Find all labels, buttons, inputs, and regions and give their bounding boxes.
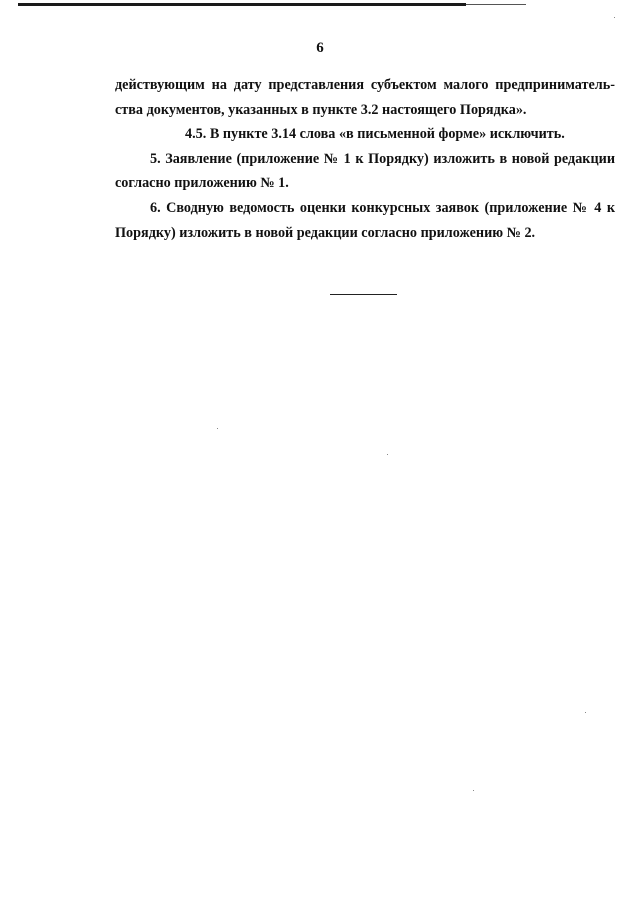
end-of-text-line	[330, 294, 397, 295]
scan-speck	[387, 454, 388, 455]
page-number: 6	[316, 40, 324, 56]
text-line: 6. Сводную ведомость оценки конкурсных заявок (приложение № 4 к	[150, 199, 615, 216]
text-line: действующим на дату представления субъектом малого предприниматель-	[115, 77, 615, 93]
top-border-line	[18, 3, 466, 6]
scan-speck	[217, 428, 218, 429]
document-body	[115, 73, 615, 245]
text-line: согласно приложению № 1.	[115, 175, 289, 192]
paragraph-item-4-5	[115, 122, 615, 147]
paragraph-item-5	[115, 147, 615, 196]
scan-speck	[473, 790, 474, 791]
text-line: ства документов, указанных в пункте 3.2 настоящего Порядка».	[115, 101, 527, 118]
text-line: 4.5. В пункте 3.14 слова «в письменной форме» исключить.	[185, 126, 565, 143]
scan-speck	[614, 17, 615, 18]
paragraph-item-6	[115, 196, 615, 245]
text-line: 5. Заявление (приложение № 1 к Порядку) изложить в новой редакции	[150, 150, 615, 167]
scan-speck	[585, 712, 586, 713]
top-border-line-thin	[466, 4, 526, 5]
text-line: Порядку) изложить в новой редакции согласно приложению № 2.	[115, 224, 536, 241]
paragraph-continuation	[115, 73, 615, 122]
